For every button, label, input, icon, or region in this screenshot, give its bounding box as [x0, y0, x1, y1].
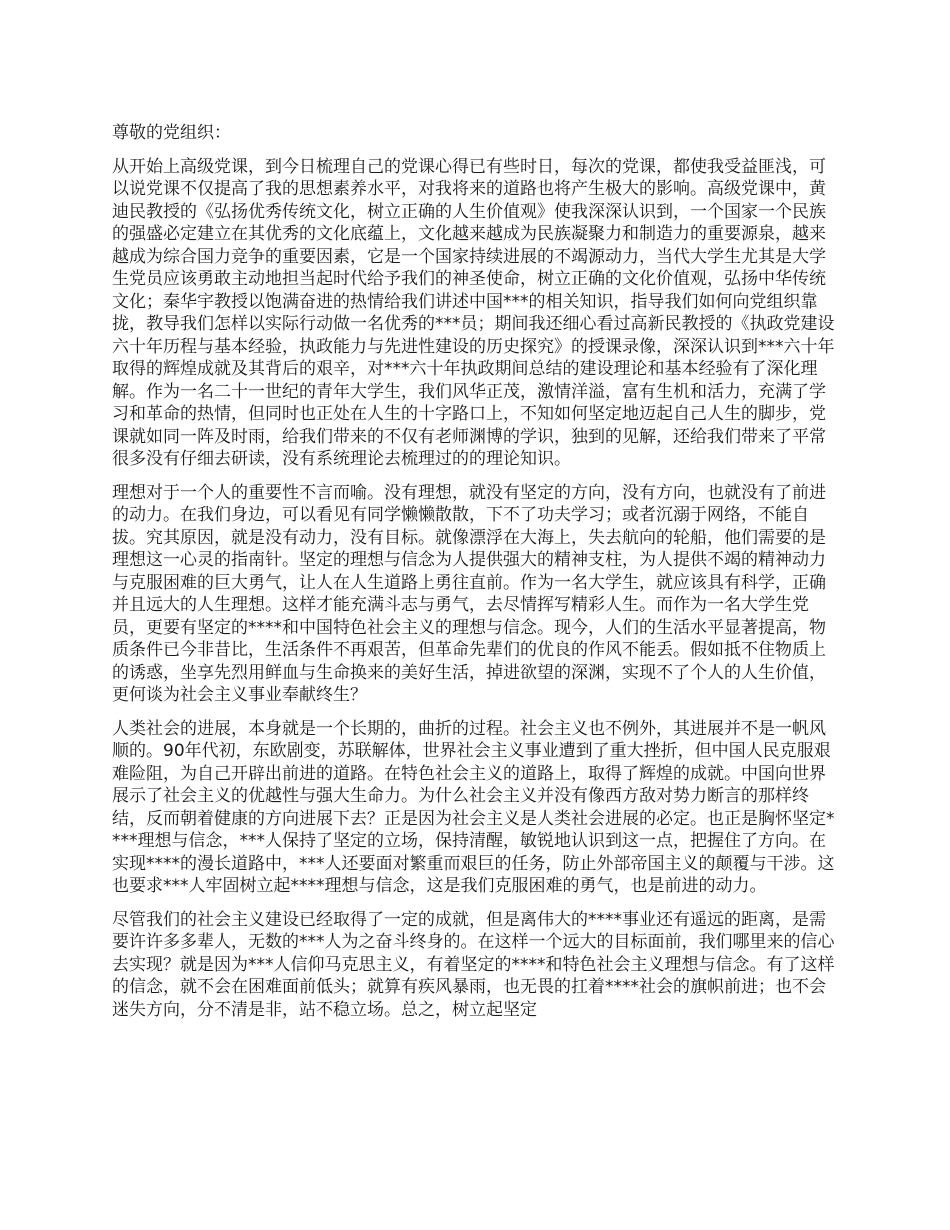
- paragraph-2: 理想对于一个人的重要性不言而喻。没有理想，就没有坚定的方向，没有方向，也就没有了前进的动力。在我们身边，可以看见有同学懒懒散散，下不了功夫学习；或者沉溺于网络，不能自拔。究其原因，就是没有动力，没有目标。就像漂浮在大海上，失去航向的轮船，他们需要的是理想这一心灵的指南针。坚定的理想与信念为人提供强大的精神支柱，为人提供不竭的精神动力与克服困难的巨大勇气，让人在人生道路上勇往直前。作为一名大学生，就应该具有科学，正确并且远大的人生理想。这样才能充满斗志与勇气，去尽情挥写精彩人生。而作为一名大学生党员，更要有坚定的****和中国特色社会主义的理想与信念。现今，人们的生活水平显著提高，物质条件已今非昔比，生活条件不再艰苦，但革命先辈们的优良的作风不能丢。假如抵不住物质上的诱惑，坐享先烈用鲜血与生命换来的美好生活，掉进欲望的深渊，实现不了个人的人生价值，更何谈为社会主义事业奉献终生？: [112, 482, 826, 705]
- salutation: 尊敬的党组织：: [112, 123, 231, 143]
- document-body: [112, 122, 840, 1032]
- paragraph-3: 人类社会的进展，本身就是一个长期的，曲折的过程。社会主义也不例外，其进展并不是一帆风顺的。90年代初，东欧剧变，苏联解体，世界社会主义事业遭到了重大挫折，但中国人民克服艰难险阻，为自己开辟出前进的道路。在特色社会主义的道路上，取得了辉煌的成就。中国向世界展示了社会主义的优越性与强大生命力。为什么社会主义并没有像西方敌对势力断言的那样终结，反而朝着健康的方向进展下去？正是因为社会主义是人类社会进展的必定。也正是胸怀坚定****理想与信念，***人保持了坚定的立场，保持清醒，敏锐地认识到这一点，把握住了方向。在实现****的漫长道路中，***人还要面对繁重而艰巨的任务，防止外部帝国主义的颠覆与干涉。这也要求***人牢固树立起****理想与信念，这是我们克服困难的勇气，也是前进的动力。: [112, 718, 835, 896]
- paragraph-4: 尽管我们的社会主义建设已经取得了一定的成就，但是离伟大的****事业还有遥远的距离，是需要许许多多辈人，无数的***人为之奋斗终身的。在这样一个远大的目标面前，我们哪里来的信心去实现？就是因为***人信仰马克思主义，有着坚定的****和特色社会主义理想与信念。有了这样的信念，就不会在困难面前低头；就算有疾风暴雨，也无畏的扛着****社会的旗帜前进；也不会迷失方向，分不清是非，站不稳立场。总之，树立起坚定: [112, 909, 835, 1020]
- paragraph-1: 从开始上高级党课，到今日梳理自己的党课心得已有些时日，每次的党课，都使我受益匪浅，可以说党课不仅提高了我的思想素养水平，对我将来的道路也将产生极大的影响。高级党课中，黄迪民教授的《弘扬优秀传统文化，树立正确的人生价值观》使我深深认识到，一个国家一个民族的强盛必定建立在其优秀的文化底蕴上，文化越来越成为民族凝聚力和制造力的重要源泉，越来越成为综合国力竞争的重要因素，它是一个国家持续进展的不竭源动力，当代大学生尤其是大学生党员应该勇敢主动地担当起时代给予我们的神圣使命，树立正确的文化价值观，弘扬中华传统文化；秦华宇教授以饱满奋进的热情给我们讲述中国***的相关知识，指导我们如何向党组织靠拢，教导我们怎样以实际行动做一名优秀的***员；期间我还细心看过高新民教授的《执政党建设六十年历程与基本经验，执政能力与先进性建设的历史探究》的授课录像，深深认识到***六十年取得的辉煌成就及其背后的艰辛，对***六十年执政期间总结的建设理论和基本经验有了深化理解。作为一名二十一世纪的青年大学生，我们风华正茂，激情洋溢，富有生机和活力，充满了学习和革命的热情，但同时也正处在人生的十字路口上，不知如何坚定地迈起自己人生的脚步，党课就如同一阵及时雨，给我们带来的不仅有老师渊博的学识，独到的见解，还给我们带来了平常很多没有仔细去研读，没有系统理论去梳理过的的理论知识。: [112, 156, 835, 469]
